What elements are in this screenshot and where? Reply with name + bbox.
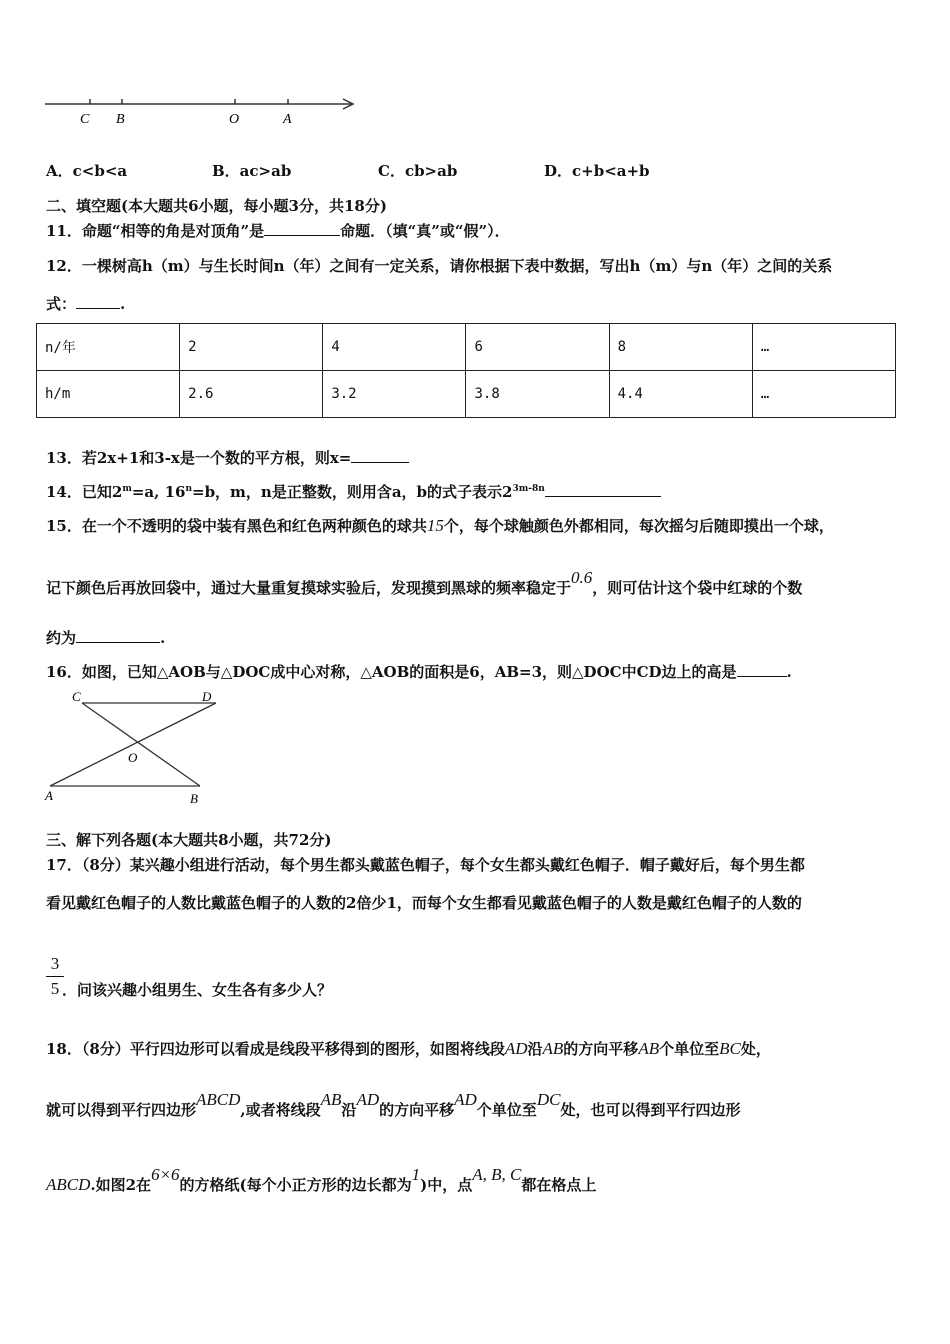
figure-label-c: C: [72, 689, 81, 704]
table-cell: 3.2: [323, 371, 466, 418]
q18-text: 的方向平移: [379, 1101, 455, 1119]
q18-math: AD: [504, 1039, 528, 1058]
q18-text: )中，点: [420, 1176, 473, 1194]
q18-text: 沿: [341, 1101, 357, 1119]
q15-line2-post: ，则可估计这个袋中红球的个数: [592, 579, 803, 597]
q18-math: AD: [356, 1090, 380, 1109]
table-row: [37, 371, 896, 418]
q18-text: .如图2在: [90, 1176, 152, 1194]
table-cell: h/m: [37, 371, 180, 418]
figure-label-o: O: [128, 750, 138, 765]
q13-text: 13．若2x+1和3-x是一个数的平方根，则x=: [46, 449, 352, 467]
q18-math: AB: [320, 1090, 342, 1109]
table-cell: …: [752, 371, 895, 418]
table-cell: 3.8: [466, 371, 609, 418]
figure-label-a: A: [45, 788, 53, 803]
q15-text-post: 个，每个球触颜色外都相同，每次摇匀后随即摸出一个球，: [443, 517, 834, 535]
q18-text: 处，也可以得到平行四边形: [560, 1101, 741, 1119]
q18-text: 的方向平移: [563, 1040, 639, 1058]
number-line-label-b: B: [116, 112, 125, 127]
q11-blank: [264, 221, 340, 236]
q18-math: AB: [638, 1039, 660, 1058]
q18-text: ,或者将线段: [240, 1101, 321, 1119]
q15-text-pre: 15．在一个不透明的袋中装有黑色和红色两种颜色的球共: [46, 517, 427, 535]
question-14: [46, 482, 661, 505]
q12-text-post: .: [120, 295, 126, 313]
q18-math: AD: [454, 1090, 477, 1109]
q18-text: 处，: [740, 1040, 771, 1058]
question-17-line3: ．问该兴趣小组男生、女生各有多少人？: [62, 981, 333, 999]
question-13: [46, 448, 409, 468]
q18-math: ABCD: [196, 1090, 241, 1109]
q10-option-b: B．ac>ab: [212, 162, 292, 180]
question-18-line3: [46, 1165, 597, 1195]
table-cell: 8: [609, 324, 752, 371]
question-15-line2: [46, 568, 803, 598]
q12-blank: [76, 294, 120, 309]
q10-option-a: A．c<b<a: [46, 162, 128, 180]
table-cell: 6: [466, 324, 609, 371]
table-cell: …: [752, 324, 895, 371]
question-17-line2: 看见戴红色帽子的人数比戴蓝色帽子的人数的2倍少1，而每个女生都看见戴蓝色帽子的人数是戴红色帽子的人数的: [46, 894, 802, 912]
q11-text-post: 命题．（填“真”或“假”）．: [340, 222, 510, 240]
question-15-line3: [46, 628, 165, 648]
q18-text: 就可以得到平行四边形: [46, 1101, 197, 1119]
q18-text: 沿: [527, 1040, 543, 1058]
question-17-line1: 17．（8分）某兴趣小组进行活动，每个男生都头戴蓝色帽子，每个女生都头戴红色帽子．帽子戴好后，每个男生都: [46, 856, 805, 874]
q16-blank: [737, 662, 787, 677]
q18-math: BC: [719, 1039, 741, 1058]
q18-text: 个单位至: [659, 1040, 720, 1058]
q14-text-pre: 14．已知2: [46, 483, 123, 501]
q14-sup-n: n: [185, 484, 192, 494]
table-cell: 2: [180, 324, 323, 371]
q12-text-pre: 式：: [46, 295, 77, 313]
q18-math: AB: [542, 1039, 564, 1058]
table-cell: 2.6: [180, 371, 323, 418]
q16-text-end: .: [786, 663, 792, 681]
q15-frequency: 0.6: [571, 568, 593, 587]
q13-blank: [351, 448, 409, 463]
question-18-line1: [46, 1039, 771, 1059]
q10-option-d: D．c+b<a+b: [544, 162, 650, 180]
question-18-line2: [46, 1090, 741, 1120]
q18-text: 都在格点上: [521, 1176, 597, 1194]
q15-line3-pre: 约为: [46, 629, 77, 647]
q15-line2-pre: 记下颜色后再放回袋中，通过大量重复摸球实验后，发现摸到黑球的频率稳定于: [46, 579, 572, 597]
q15-ball-count: 15: [426, 516, 444, 535]
central-symmetry-figure: [40, 688, 230, 810]
q14-text-mid2: =b，m，n是正整数，则用含a，b的式子表示2: [192, 483, 513, 501]
q18-text: 的方格纸(每个小正方形的边长都为: [179, 1176, 412, 1194]
q11-text-pre: 11．命题“相等的角是对顶角”是: [46, 222, 265, 240]
question-11: [46, 221, 510, 241]
q14-sup-m: m: [122, 484, 132, 494]
q14-sup-exp: 3m-8n: [512, 484, 545, 494]
question-15-line1: [46, 516, 834, 536]
question-12-line1: 12．一棵树高h（m）与生长时间n（年）之间有一定关系，请你根据下表中数据，写出h（m）与n（年）之间的关系: [46, 257, 833, 275]
q14-blank: [545, 482, 661, 497]
question-12-line2: [46, 294, 125, 314]
section2-title: 二、填空题(本大题共6小题，每小题3分，共18分): [46, 197, 387, 215]
table-cell: 4: [323, 324, 466, 371]
q18-math: 6×6: [151, 1165, 180, 1184]
q18-math: A, B, C: [472, 1165, 522, 1184]
q17-fraction-bar: [46, 976, 64, 977]
q17-fraction-denominator: 5: [50, 979, 60, 998]
q16-text: 16．如图，已知△AOB与△DOC成中心对称，△AOB的面积是6，AB=3，则△DOC中CD边上的高是: [46, 663, 737, 681]
q18-text: 个单位至: [476, 1101, 537, 1119]
number-line-label-c: C: [80, 112, 90, 127]
question-16: [46, 662, 792, 682]
section3-title: 三、解下列各题(本大题共8小题，共72分): [46, 831, 332, 849]
table-cell: 4.4: [609, 371, 752, 418]
q17-fraction-numerator: 3: [50, 954, 60, 973]
q10-option-c: C．cb>ab: [378, 162, 458, 180]
number-line-figure: [40, 92, 370, 132]
q18-math: DC: [536, 1090, 561, 1109]
q18-text: 18．（8分）平行四边形可以看成是线段平移得到的图形，如图将线段: [46, 1040, 505, 1058]
q14-text-mid1: =a, 16: [131, 483, 186, 501]
number-line-label-a: A: [283, 112, 292, 127]
growth-table: [36, 323, 896, 418]
q15-line3-post: .: [160, 629, 166, 647]
q18-math: ABCD: [46, 1175, 91, 1194]
number-line-label-o: O: [229, 112, 240, 127]
q15-blank: [76, 628, 160, 643]
table-row: [37, 324, 896, 371]
q18-math: 1: [411, 1165, 421, 1184]
figure-label-b: B: [190, 791, 198, 806]
table-cell: n/年: [37, 324, 180, 371]
figure-label-d: D: [202, 689, 212, 704]
